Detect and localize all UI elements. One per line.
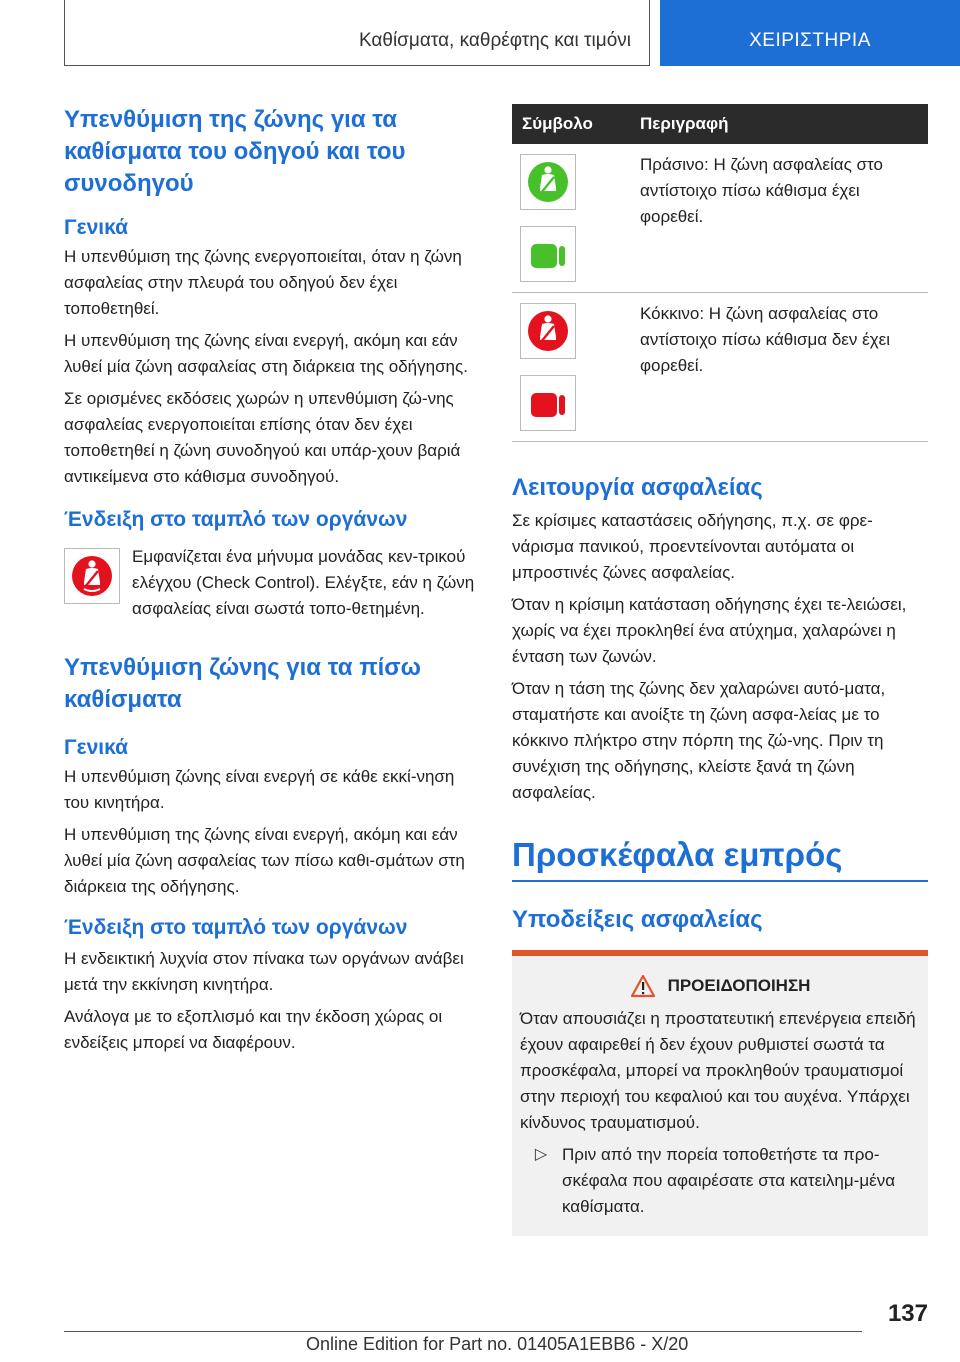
chapter-tab-label: ΧΕΙΡΙΣΤΗΡΙΑ [749, 30, 871, 51]
symbol-cell [512, 144, 632, 292]
paragraph: Όταν η κρίσιμη κατάσταση οδήγησης έχει τε-λειώσει, χωρίς να έχει προκληθεί ένα ατύχημα, χαλαρώνει η ένταση των ζωνών. [512, 595, 907, 666]
heading-front-belt-reminder: Υπενθύμιση της ζώνης για τα καθίσματα του οδηγού και του συνοδηγού [64, 106, 406, 197]
warning-text: Όταν απουσιάζει η προστατευτική επενέργεια επειδή έχουν αφαιρεθεί ή δεν έχουν ρυθμιστεί σωστά τα προσκέφαλα, μπορεί να προκληθούν τραυματισμοί στην περιοχή του κεφαλιού και του αυχένα. Υπάρχει κίνδυνος τραυματισμού. [520, 1009, 916, 1132]
description-cell: Κόκκινο: Η ζώνη ασφαλείας στο αντίστοιχο πίσω κάθισμα δεν έχει φορεθεί. [640, 304, 890, 375]
table-header [512, 104, 928, 144]
chapter-tab[interactable] [660, 0, 960, 66]
seat-indicator-green-icon [520, 226, 576, 282]
right-column [512, 104, 928, 1236]
symbol-cell [512, 293, 632, 441]
warning-triangle-icon [630, 974, 656, 998]
bullet-text: Πριν από την πορεία τοποθετήστε τα προ-σκέφαλα που αφαιρέσατε στα κατειλημ-μένα καθίσματα. [562, 1145, 896, 1216]
paragraph: Η υπενθύμιση της ζώνης είναι ενεργή, ακόμη και εάν λυθεί μία ζώνη ασφαλείας στη διάρκεια της οδήγησης. [64, 331, 468, 376]
paragraph: Σε κρίσιμες καταστάσεις οδήγησης, π.χ. σε φρε-νάρισμα πανικού, προεντείνονται αυτόματα οι μπροστινές ζώνες ασφαλείας. [512, 511, 873, 582]
check-control-note [64, 544, 478, 622]
paragraph: Εμφανίζεται ένα μήνυμα μονάδας κεν-τρικού ελέγχου (Check Control). Ελέγξτε, εάν η ζώνη ασφαλείας είναι σωστά τοπο-θετημένη. [132, 547, 475, 618]
paragraph: Ανάλογα με το εξοπλισμό και την έκδοση χώρας οι ενδείξεις μπορεί να διαφέρουν. [64, 1007, 443, 1052]
heading-safety-notes: Υποδείξεις ασφαλείας [512, 906, 763, 933]
table-row [512, 293, 928, 442]
page-number: 137 [887, 1300, 928, 1327]
heading-instrument-display-2: Ένδειξη στο ταμπλό των οργάνων [64, 916, 408, 939]
column-header-symbol: Σύμβολο [522, 114, 593, 133]
paragraph: Η υπενθύμιση ζώνης είναι ενεργή σε κάθε εκκί-νηση του κινητήρα. [64, 767, 455, 812]
heading-general-1: Γενικά [64, 216, 129, 239]
seatbelt-red-icon [520, 303, 576, 359]
seat-indicator-red-icon [520, 375, 576, 431]
section-title: Καθίσματα, καθρέφτης και τιμόνι [358, 30, 631, 51]
footer-rule [64, 1331, 862, 1332]
footer-edition: Online Edition for Part no. 01405A1EBB6 - X/20 [306, 1334, 689, 1354]
heading-general-2: Γενικά [64, 736, 129, 759]
paragraph: Σε ορισμένες εκδόσεις χωρών η υπενθύμιση ζώ-νης ασφαλείας ενεργοποιείται επίσης όταν δεν έχει τοποθετηθεί η ζώνη συνοδηγού και υπάρ-χουν βαριά αντικείμενα στο κάθισμα συνοδηγού. [64, 389, 461, 486]
heading-front-headrests: Προσκέφαλα εμπρός [512, 836, 843, 873]
warning-box [512, 950, 928, 1236]
paragraph: Η υπενθύμιση της ζώνης είναι ενεργή, ακόμη και εάν λυθεί μία ζώνη ασφαλείας των πίσω καθι-σμάτων στη διάρκεια της οδήγησης. [64, 825, 465, 896]
table-row [512, 144, 928, 293]
description-cell: Πράσινο: Η ζώνη ασφαλείας στο αντίστοιχο πίσω κάθισμα έχει φορεθεί. [640, 155, 883, 226]
heading-rule [512, 880, 928, 882]
warning-bullet [520, 1142, 920, 1220]
warning-title [520, 974, 920, 998]
left-column [64, 104, 478, 1056]
paragraph: Όταν η τάση της ζώνης δεν χαλαρώνει αυτό-ματα, σταματήστε και ανοίξτε τη ζώνη ασφα-λείας με το κόκκινο πλήκτρο στην πόρπη της ζώ-νης. Πριν τη συνέχιση της οδήγησης, κλείστε ξανά τη ζώνη ασφαλείας. [512, 679, 886, 802]
heading-instrument-display-1: Ένδειξη στο ταμπλό των οργάνων [64, 508, 408, 531]
paragraph: Η υπενθύμιση της ζώνης ενεργοποιείται, όταν η ζώνη ασφαλείας στην πλευρά του οδηγού δεν έχει τοποθετηθεί. [64, 247, 462, 318]
paragraph: Η ενδεικτική λυχνία στον πίνακα των οργάνων ανάβει μετά την εκκίνηση κινητήρα. [64, 949, 464, 994]
column-header-description: Περιγραφή [640, 114, 729, 133]
bullet-arrow-icon: ▷ [534, 1146, 548, 1163]
symbol-table [512, 104, 928, 442]
seatbelt-green-icon [520, 154, 576, 210]
warning-title-label: ΠΡΟΕΙΔΟΠΟΙΗΣΗ [667, 976, 811, 995]
seatbelt-warning-icon [64, 548, 120, 604]
header-section-box [64, 0, 650, 66]
heading-rear-belt-reminder: Υπενθύμιση ζώνης για τα πίσω καθίσματα [64, 654, 421, 713]
heading-safety-function: Λειτουργία ασφαλείας [512, 474, 763, 501]
